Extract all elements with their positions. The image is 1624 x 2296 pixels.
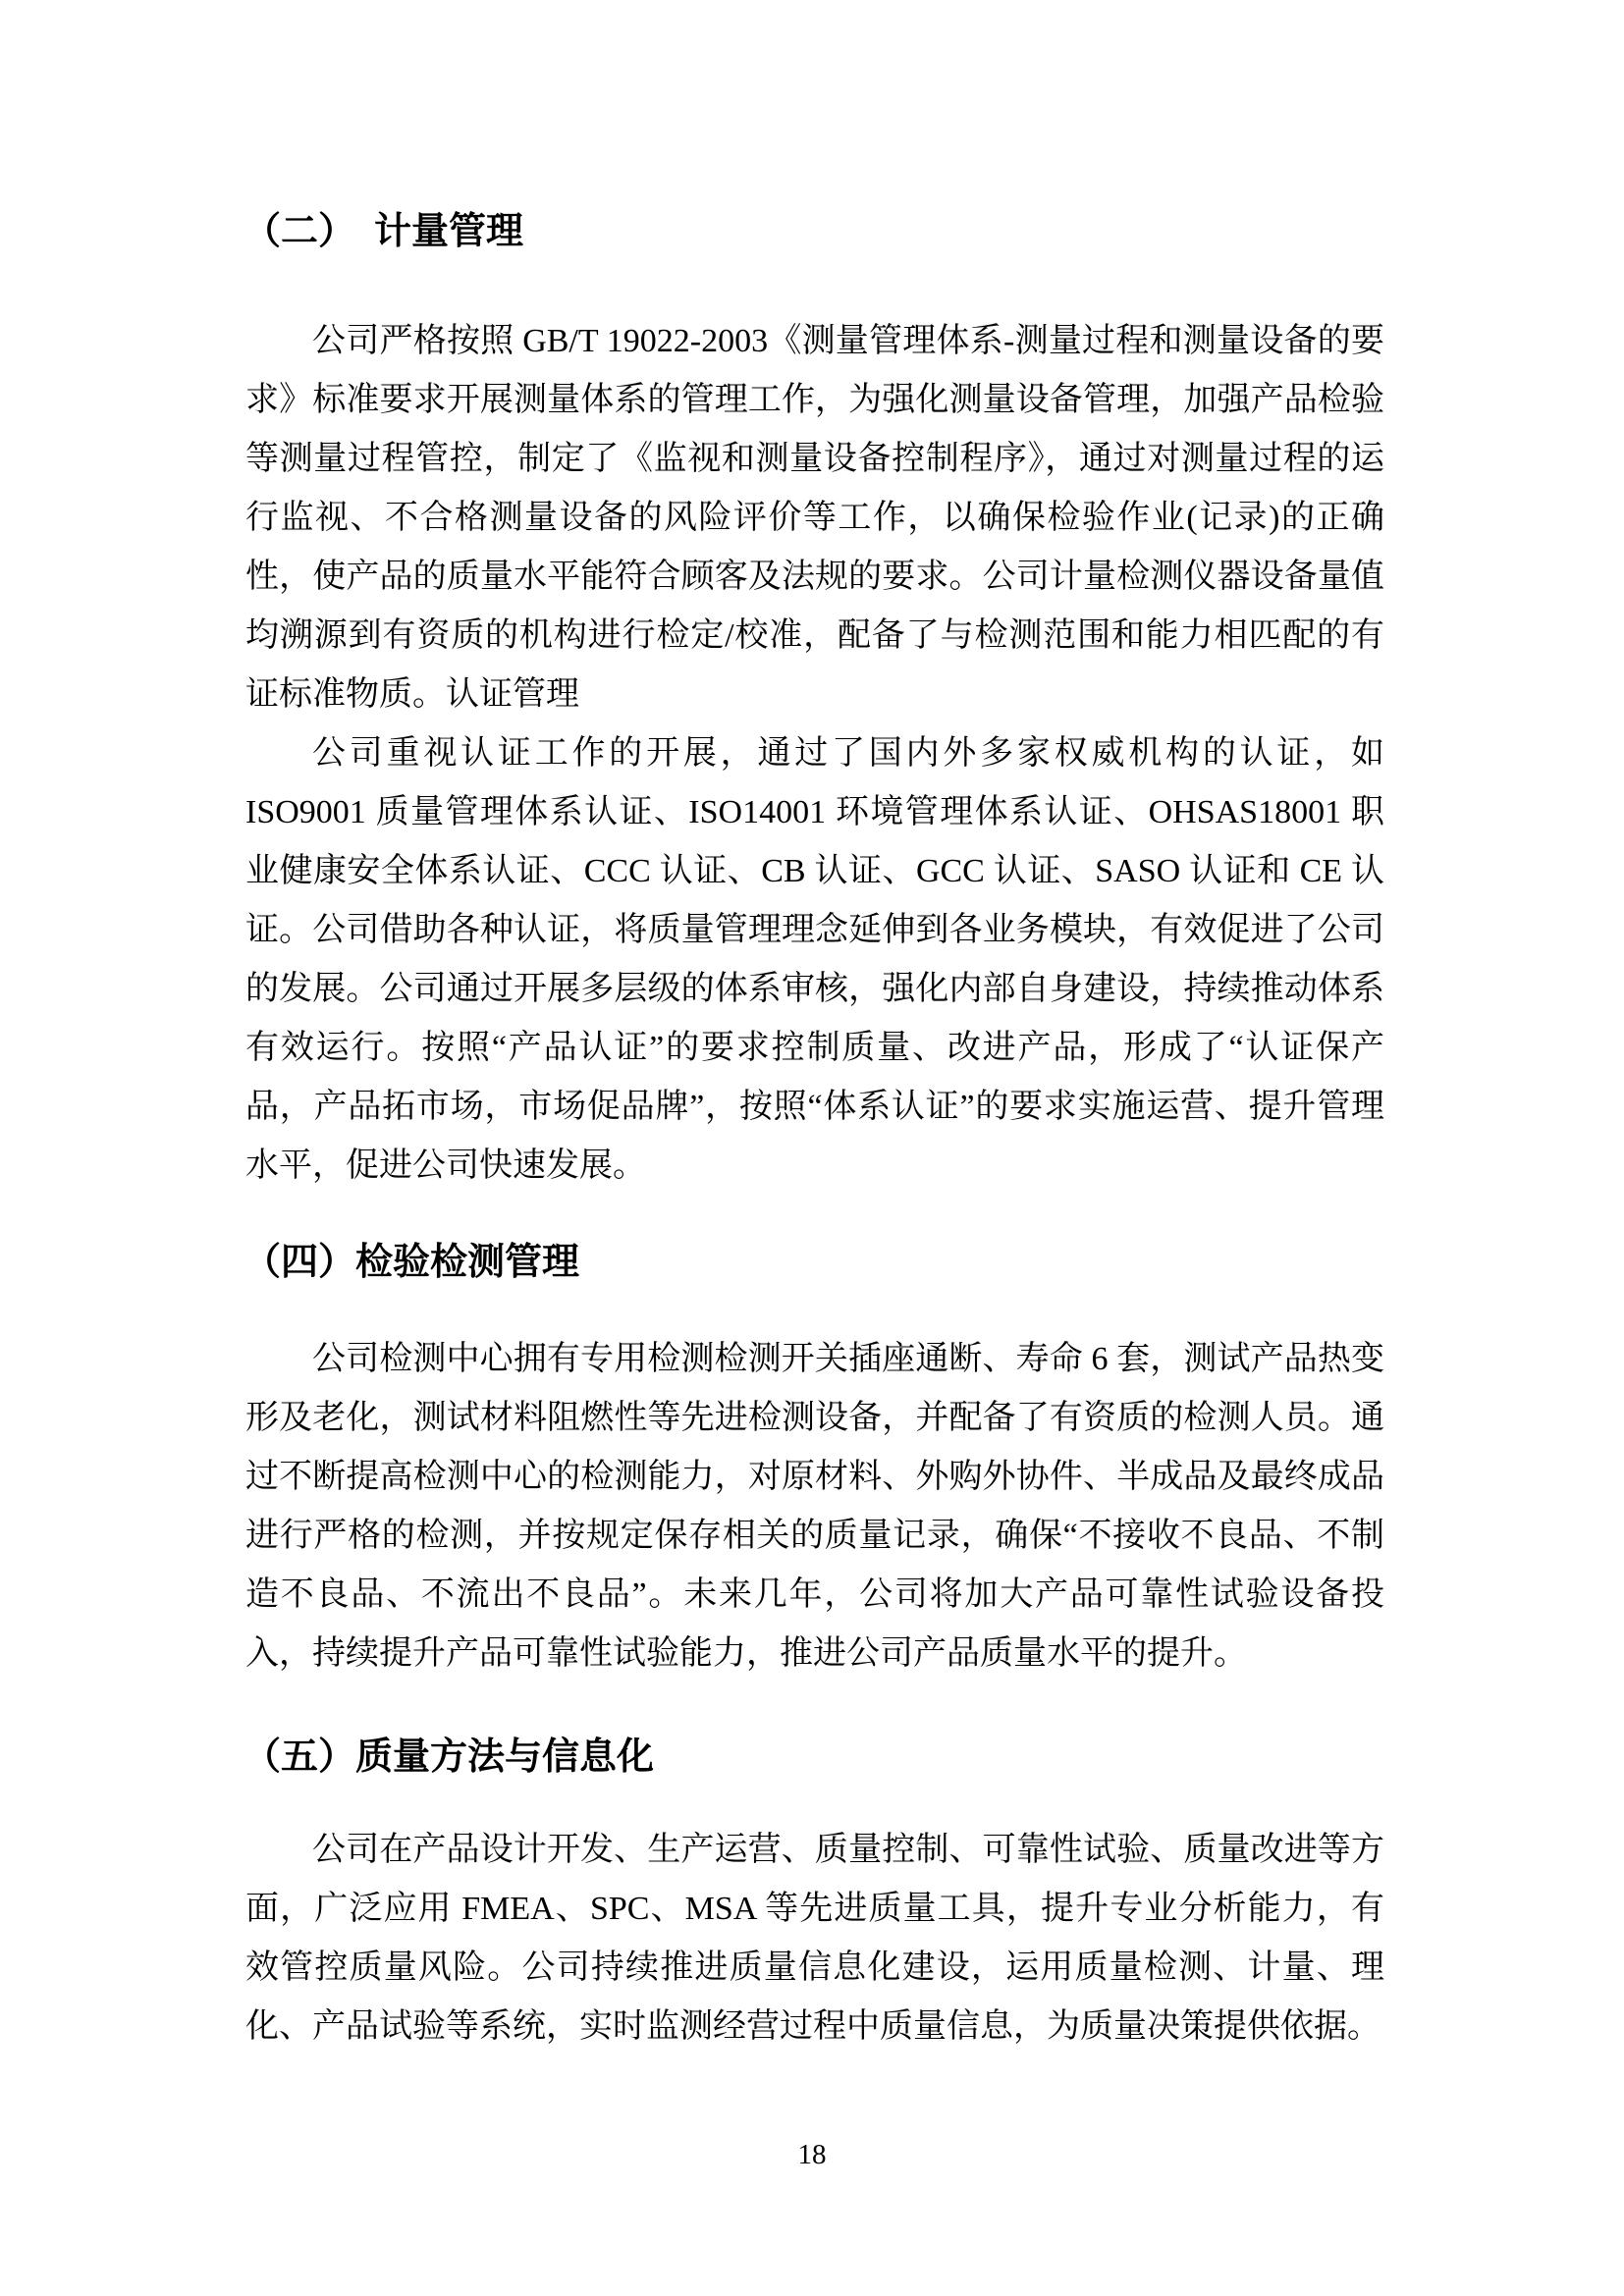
section-heading-inspection-testing-management: （四）检验检测管理 bbox=[244, 1242, 580, 1283]
section-heading-quality-methods-informatization: （五）质量方法与信息化 bbox=[244, 1736, 655, 1778]
section-heading-metrology-management: （二） 计量管理 bbox=[244, 211, 524, 252]
paragraph-metrology-1: 公司严格按照 GB/T 19022-2003《测量管理体系-测量过程和测量设备的要求》标准要求开展测量体系的管理工作，为强化测量设备管理，加强产品检验等测量过程管控，制定了《监视和测量设备控制程序》，通过对测量过程的运行监视、不合格测量设备的风险评价等工作，以确保检验作业(记录)的正确性，使产品的质量水平能符合顾客及法规的要求。公司计量检测仪器设备量值均溯源到有资质的机构进行检定/校准，配备了与检测范围和能力相匹配的有证标准物质。认证管理 bbox=[245, 323, 1384, 713]
paragraph-quality-methods-1: 公司在产品设计开发、生产运营、质量控制、可靠性试验、质量改进等方面，广泛应用 FMEA、SPC、MSA 等先进质量工具，提升专业分析能力，有效管控质量风险。公司持续推进质量信息化建设，运用质量检测、计量、理化、产品试验等系统，实时监测经营过程中质量信息，为质量决策提供依据。 bbox=[245, 1832, 1384, 2045]
section-body-metrology bbox=[245, 312, 1384, 1196]
page-number: 18 bbox=[797, 2139, 827, 2170]
section-body-quality-methods bbox=[245, 1821, 1384, 2056]
paragraph-inspection-1: 公司检测中心拥有专用检测检测开关插座通断、寿命 6 套，测试产品热变形及老化，测试材料阻燃性等先进检测设备，并配备了有资质的检测人员。通过不断提高检测中心的检测能力，对原材料、外购外协件、半成品及最终成品进行严格的检测，并按规定保存相关的质量记录，确保“不接收不良品、不制造不良品、不流出不良品”。未来几年，公司将加大产品可靠性试验设备投入，持续提升产品可靠性试验能力，推进公司产品质量水平的提升。 bbox=[245, 1341, 1384, 1672]
section-body-inspection bbox=[245, 1330, 1384, 1683]
paragraph-certification-1: 公司重视认证工作的开展，通过了国内外多家权威机构的认证，如 ISO9001 质量管理体系认证、ISO14001 环境管理体系认证、OHSAS18001 职业健康安全体系认证、CCC 认证、CB 认证、GCC 认证、SASO 认证和 CE 认证。公司借助各种认证，将质量管理理念延伸到各业务模块，有效促进了公司的发展。公司通过开展多层级的体系审核，强化内部自身建设，持续推动体系有效运行。按照“产品认证”的要求控制质量、改进产品，形成了“认证保产品，产品拓市场，市场促品牌”，按照“体系认证”的要求实施运营、提升管理水平，促进公司快速发展。 bbox=[245, 735, 1384, 1184]
